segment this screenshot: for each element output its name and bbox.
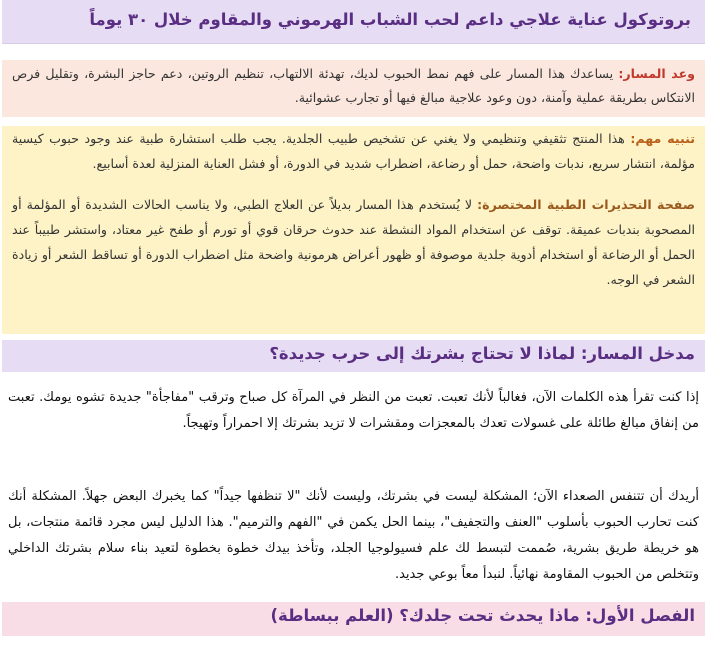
- important-note-label: تنبيه مهم:: [630, 131, 695, 146]
- intro-heading: مدخل المسار: لماذا لا تحتاج بشرتك إلى حرب جديدة؟: [2, 340, 705, 372]
- medical-warnings-text: لا يُستخدم هذا المسار بديلاً عن العلاج الطبي، ولا يناسب الحالات الشديدة أو المؤلمة أو المصحوبة بندبات عميقة. توقف عن استخدام المواد النشطة عند حدوث حرقان قوي أو تورم أو طفح غير معتاد، واستشر طبيباً عند الحمل أو الرضاعة أو استخدام أدوية جلدية موصوفة أو ظهور أعراض هرمونية واضحة مثل اضطراب الدورة أو تساقط الشعر أو زيادة الشعر في الوجه.: [12, 197, 695, 287]
- intro-paragraph-1: إذا كنت تقرأ هذه الكلمات الآن، فغالباً لأنك تعبت. تعبت من النظر في المرآة كل صباح وترقب "مفاجأة" جديدة تشوه يومك. تعبت من إنفاق مبالغ طائلة على غسولات تعدك بالمعجزات ومقشرات لا تزيد بشرتك إلا احمراراً وتهيجاً.: [8, 390, 699, 431]
- medical-warnings-label: صفحة التحذيرات الطبية المختصرة:: [477, 197, 695, 212]
- promise-section: [2, 60, 705, 117]
- chapter-1-heading: الفصل الأول: ماذا يحدث تحت جلدك؟ (العلم ببساطة): [2, 602, 705, 636]
- page-title: بروتوكول عناية علاجي داعم لحب الشباب الهرموني والمقاوم خلال ٣٠ يوماً: [2, 0, 705, 44]
- important-note: [12, 126, 695, 176]
- intro-paragraph-2: أريدك أن تتنفس الصعداء الآن؛ المشكلة ليست في بشرتك، وليست لأنك "لا تنظفها جيداً" كما يخبرك البعض جهلاً. المشكلة أنك كنت تحارب الحبوب بأسلوب "العنف والتجفيف"، بينما الحل يكمن في "الفهم والترميم". هذا الدليل ليس مجرد قائمة منتجات، بل هو خريطة طريق بشرية، صُممت لتبسط لك علم فسيولوجيا الجلد، وتأخذ بيدك خطوة بخطوة لتعيد بناء سلام بشرتك الداخلي وتتخلص من الحبوب المقاومة نهائياً. لنبدأ معاً بوعي جديد.: [8, 489, 699, 582]
- promise-text: يساعدك هذا المسار على فهم نمط الحبوب لديك، تهدئة الالتهاب، تنظيم الروتين، دعم حاجز البشرة، وتقليل فرص الانتكاس بطريقة عملية وآمنة، دون وعود علاجية مبالغ فيها أو تجارب عشوائية.: [12, 66, 695, 105]
- medical-warnings: [12, 192, 695, 292]
- promise-label: وعد المسار:: [618, 66, 695, 81]
- warnings-box: [2, 126, 705, 334]
- important-note-text: هذا المنتج تثقيفي وتنظيمي ولا يغني عن تشخيص طبيب الجلدية. يجب طلب استشارة طبية عند وجود حبوب كيسية مؤلمة، انتشار سريع، ندبات واضحة، حمل أو رضاعة، اضطراب شديد في الدورة، أو فشل العناية المنزلية لعدة أسابيع.: [12, 131, 695, 171]
